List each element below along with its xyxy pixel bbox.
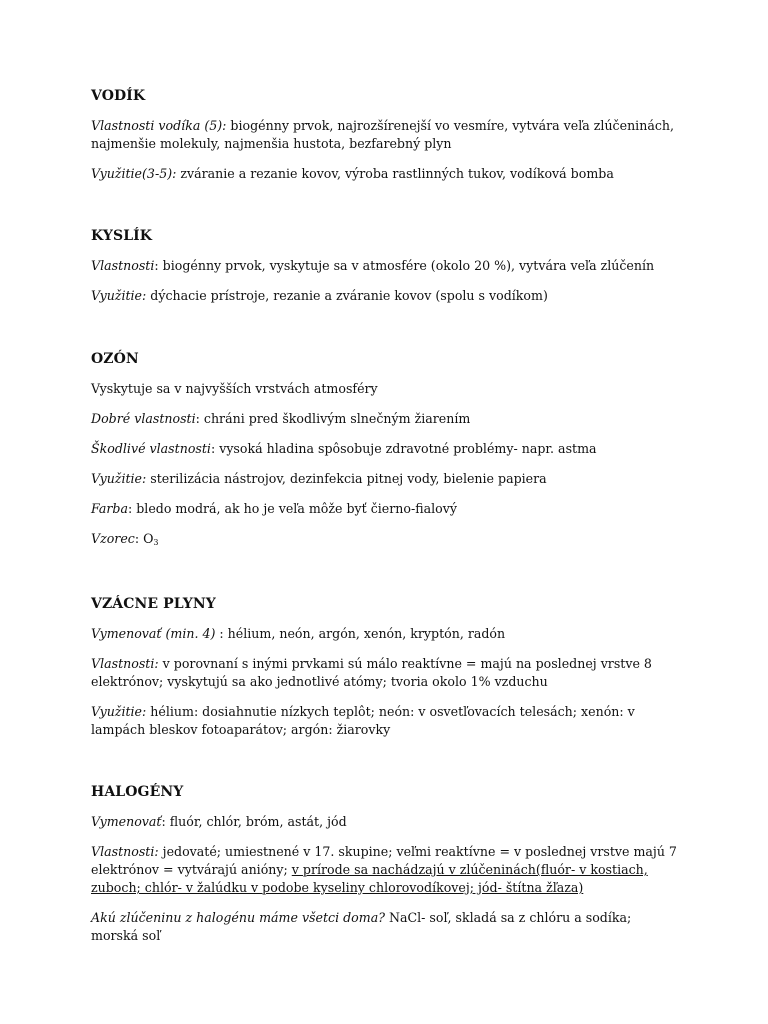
paragraph-label: Dobré vlastnosti xyxy=(91,411,196,426)
section-title: VODÍK xyxy=(91,88,146,104)
paragraph xyxy=(91,165,681,183)
paragraph-text: jedovaté; umiestnené v 17. skupine; veľmi reaktívne = v poslednej vrstve majú 7 elektrónov = vytvárajú anióny; xyxy=(91,844,677,877)
section-title: KYSLÍK xyxy=(91,228,153,244)
paragraph xyxy=(91,909,681,945)
paragraph xyxy=(91,440,681,458)
paragraph-text: NaCl- soľ, skladá sa z chlóru a sodíka; morská soľ xyxy=(91,910,632,943)
section-title: VZÁCNE PLYNY xyxy=(91,596,216,612)
paragraph-label: Farba xyxy=(91,501,128,516)
paragraph xyxy=(91,703,681,739)
section-title: OZÓN xyxy=(91,351,139,367)
subscript: 3 xyxy=(153,538,159,547)
paragraph-label: Vlastnosti vodíka (5): xyxy=(91,118,227,133)
paragraph-text: : O xyxy=(134,531,154,546)
paragraph-text: hélium: dosiahnutie nízkych teplôt; neón: v osvetľovacích telesách; xenón: v lampách bleskov fotoaparátov; argón: žiarovky xyxy=(91,704,635,737)
paragraph-label: Využitie: xyxy=(91,288,147,303)
section-title: HALOGÉNY xyxy=(91,784,184,800)
paragraph-text: sterilizácia nástrojov, dezinfekcia pitnej vody, bielenie papiera xyxy=(146,471,547,486)
paragraph: Vyskytuje sa v najvyšších vrstvách atmosféry xyxy=(91,381,378,396)
paragraph-label: Využitie(3-5): xyxy=(91,166,177,181)
paragraph xyxy=(91,257,681,275)
paragraph-label: Vymenovať (min. 4) xyxy=(91,626,216,641)
paragraph xyxy=(91,470,681,488)
paragraph xyxy=(91,655,681,691)
section-vodik xyxy=(91,87,681,183)
paragraph-text: : vysoká hladina spôsobuje zdravotné problémy- napr. astma xyxy=(210,441,597,456)
paragraph-text: biogénny prvok, najrozšírenejší vo vesmíre, vytvára veľa zlúčeninách, najmenšie molekuly, najmenšia hustota, bezfarebný plyn xyxy=(91,118,674,151)
paragraph-label: Využitie: xyxy=(91,704,147,719)
paragraph-label: Vlastnosti: xyxy=(91,656,159,671)
paragraph-text: : chráni pred škodlivým slnečným žiarením xyxy=(195,411,471,426)
paragraph xyxy=(91,410,681,428)
paragraph-text: : biogénny prvok, vyskytuje sa v atmosfére (okolo 20 %), vytvára veľa zlúčenín xyxy=(154,258,655,273)
paragraph-label: Vlastnosti xyxy=(91,258,155,273)
paragraph-text: v porovnaní s inými prvkami sú málo reaktívne = majú na poslednej vrstve 8 elektrónov; vyskytujú sa ako jednotlivé atómy; tvoria okolo 1% vzduchu xyxy=(91,656,652,689)
paragraph-text: : bledo modrá, ak ho je veľa môže byť čierno-fialový xyxy=(127,501,457,516)
paragraph xyxy=(91,530,681,552)
paragraph xyxy=(91,117,681,153)
paragraph-text: : fluór, chlór, bróm, astát, jód xyxy=(161,814,347,829)
paragraph-label: Vymenovať xyxy=(91,814,162,829)
paragraph-text: zváranie a rezanie kovov, výroba rastlinných tukov, vodíková bomba xyxy=(176,166,614,181)
paragraph-label: Vlastnosti: xyxy=(91,844,159,859)
section-kyslik xyxy=(91,227,681,305)
paragraph-text: dýchacie prístroje, rezanie a zváranie kovov (spolu s vodíkom) xyxy=(146,288,548,303)
paragraph-label: Škodlivé vlastnosti xyxy=(91,441,211,456)
paragraph-text: : hélium, neón, argón, xenón, kryptón, radón xyxy=(215,626,506,641)
paragraph xyxy=(91,287,681,305)
paragraph xyxy=(91,625,681,643)
section-ozon xyxy=(91,350,681,552)
section-halogeny xyxy=(91,783,681,945)
underlined-text: v prírode sa nachádzajú v zlúčeninách(fluór- v kostiach, zuboch; chlór- v žalúdku v podobe kyseliny chlorovodíkovej; jód- štítna žľaza) xyxy=(91,862,648,895)
paragraph xyxy=(91,500,681,518)
section-vzacne-plyny xyxy=(91,595,681,739)
paragraph-label: Vzorec xyxy=(91,531,135,546)
paragraph xyxy=(91,813,681,831)
paragraph xyxy=(91,843,681,897)
paragraph-label: Využitie: xyxy=(91,471,147,486)
paragraph-label: Akú zlúčeninu z halogénu máme všetci doma? xyxy=(91,910,385,925)
